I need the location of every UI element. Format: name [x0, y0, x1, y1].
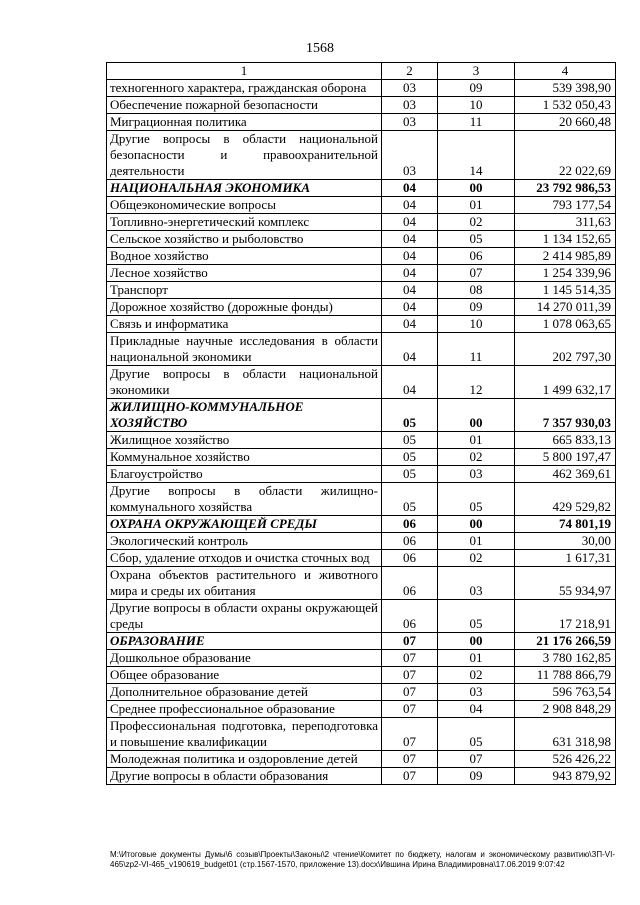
header-col-1: 1 [107, 63, 382, 80]
table-row [107, 567, 616, 600]
row-name-cell: Охрана объектов растительного и животного мира и среды их обитания [107, 567, 382, 600]
document-path-footer: M:\Итоговые документы Думы\6 созыв\Проекты\Законы\2 чтение\Комитет по бюджету, налогам и экономическому развитию\ЗП-VI-465\zp2-VI-465_v190619_budget01 (стр.1567-1570, приложение 13).docx\Ившина Ирина Владимировна\17.06.2019 9:07:42 [110, 850, 615, 869]
row-section-code-cell: 07 [382, 751, 438, 768]
row-section-code-cell: 07 [382, 633, 438, 650]
row-amount-cell: 14 270 011,39 [515, 299, 616, 316]
row-section-code-cell: 05 [382, 449, 438, 466]
row-subsection-code-cell: 04 [438, 701, 515, 718]
row-name-cell: Общеэкономические вопросы [107, 197, 382, 214]
row-amount-cell: 793 177,54 [515, 197, 616, 214]
row-section-code-cell: 04 [382, 214, 438, 231]
row-amount-cell: 462 369,61 [515, 466, 616, 483]
row-name-cell: Лесное хозяйство [107, 265, 382, 282]
row-section-code-cell: 06 [382, 600, 438, 633]
row-name-cell: Связь и информатика [107, 316, 382, 333]
row-name-cell: Дополнительное образование детей [107, 684, 382, 701]
row-section-code-cell: 03 [382, 97, 438, 114]
row-subsection-code-cell: 02 [438, 550, 515, 567]
table-row [107, 333, 616, 366]
table-row [107, 265, 616, 282]
row-subsection-code-cell: 05 [438, 483, 515, 516]
table-row [107, 550, 616, 567]
row-name-cell: Другие вопросы в области национальной экономики [107, 366, 382, 399]
row-subsection-code-cell: 11 [438, 114, 515, 131]
table-row [107, 718, 616, 751]
row-subsection-code-cell: 08 [438, 282, 515, 299]
row-name-cell: ОБРАЗОВАНИЕ [107, 633, 382, 650]
row-subsection-code-cell: 05 [438, 718, 515, 751]
table-header-row [107, 63, 616, 80]
row-section-code-cell: 04 [382, 299, 438, 316]
row-amount-cell: 539 398,90 [515, 80, 616, 97]
row-subsection-code-cell: 00 [438, 399, 515, 432]
row-section-code-cell: 05 [382, 483, 438, 516]
row-amount-cell: 1 134 152,65 [515, 231, 616, 248]
row-amount-cell: 23 792 986,53 [515, 180, 616, 197]
row-subsection-code-cell: 05 [438, 600, 515, 633]
table-row [107, 483, 616, 516]
row-section-code-cell: 03 [382, 131, 438, 180]
row-section-code-cell: 07 [382, 667, 438, 684]
section-row [107, 633, 616, 650]
row-amount-cell: 74 801,19 [515, 516, 616, 533]
row-name-cell: Жилищное хозяйство [107, 432, 382, 449]
row-amount-cell: 20 660,48 [515, 114, 616, 131]
row-amount-cell: 596 763,54 [515, 684, 616, 701]
table-row [107, 282, 616, 299]
table-row [107, 114, 616, 131]
row-amount-cell: 1 078 063,65 [515, 316, 616, 333]
row-section-code-cell: 05 [382, 432, 438, 449]
row-section-code-cell: 07 [382, 701, 438, 718]
row-subsection-code-cell: 07 [438, 751, 515, 768]
row-section-code-cell: 04 [382, 366, 438, 399]
row-name-cell: Среднее профессиональное образование [107, 701, 382, 718]
row-amount-cell: 943 879,92 [515, 768, 616, 785]
row-amount-cell: 21 176 266,59 [515, 633, 616, 650]
row-amount-cell: 22 022,69 [515, 131, 616, 180]
table-row [107, 80, 616, 97]
table-row [107, 600, 616, 633]
row-section-code-cell: 06 [382, 550, 438, 567]
row-name-cell: Другие вопросы в области жилищно-коммунального хозяйства [107, 483, 382, 516]
row-subsection-code-cell: 09 [438, 768, 515, 785]
row-section-code-cell: 04 [382, 231, 438, 248]
row-name-cell: Молодежная политика и оздоровление детей [107, 751, 382, 768]
row-section-code-cell: 03 [382, 80, 438, 97]
row-subsection-code-cell: 07 [438, 265, 515, 282]
row-name-cell: Другие вопросы в области образования [107, 768, 382, 785]
section-row [107, 180, 616, 197]
row-subsection-code-cell: 00 [438, 180, 515, 197]
budget-table [106, 62, 616, 785]
row-amount-cell: 631 318,98 [515, 718, 616, 751]
row-section-code-cell: 04 [382, 265, 438, 282]
row-subsection-code-cell: 09 [438, 299, 515, 316]
row-subsection-code-cell: 00 [438, 633, 515, 650]
row-amount-cell: 429 529,82 [515, 483, 616, 516]
row-amount-cell: 1 145 514,35 [515, 282, 616, 299]
row-name-cell: Благоустройство [107, 466, 382, 483]
row-name-cell: техногенного характера, гражданская оборона [107, 80, 382, 97]
row-section-code-cell: 03 [382, 114, 438, 131]
row-subsection-code-cell: 10 [438, 316, 515, 333]
table-row [107, 533, 616, 550]
table-row [107, 214, 616, 231]
row-subsection-code-cell: 12 [438, 366, 515, 399]
row-subsection-code-cell: 01 [438, 432, 515, 449]
table-row [107, 667, 616, 684]
page-number: 1568 [306, 41, 334, 56]
row-subsection-code-cell: 03 [438, 567, 515, 600]
row-subsection-code-cell: 01 [438, 197, 515, 214]
row-subsection-code-cell: 01 [438, 533, 515, 550]
row-amount-cell: 1 254 339,96 [515, 265, 616, 282]
table-row [107, 131, 616, 180]
row-name-cell: Дошкольное образование [107, 650, 382, 667]
row-name-cell: ОХРАНА ОКРУЖАЮЩЕЙ СРЕДЫ [107, 516, 382, 533]
row-name-cell: Водное хозяйство [107, 248, 382, 265]
row-section-code-cell: 04 [382, 180, 438, 197]
row-amount-cell: 1 499 632,17 [515, 366, 616, 399]
row-section-code-cell: 04 [382, 316, 438, 333]
row-name-cell: Прикладные научные исследования в области национальной экономики [107, 333, 382, 366]
row-subsection-code-cell: 02 [438, 214, 515, 231]
row-section-code-cell: 05 [382, 399, 438, 432]
table-row [107, 366, 616, 399]
row-section-code-cell: 07 [382, 684, 438, 701]
row-subsection-code-cell: 11 [438, 333, 515, 366]
row-section-code-cell: 07 [382, 718, 438, 751]
row-name-cell: Общее образование [107, 667, 382, 684]
table-row [107, 316, 616, 333]
row-subsection-code-cell: 02 [438, 667, 515, 684]
row-amount-cell: 11 788 866,79 [515, 667, 616, 684]
table-row [107, 751, 616, 768]
row-section-code-cell: 04 [382, 333, 438, 366]
row-section-code-cell: 04 [382, 282, 438, 299]
table-row [107, 650, 616, 667]
row-subsection-code-cell: 02 [438, 449, 515, 466]
row-subsection-code-cell: 09 [438, 80, 515, 97]
section-row [107, 399, 616, 432]
table-row [107, 684, 616, 701]
table-row [107, 432, 616, 449]
row-amount-cell: 1 532 050,43 [515, 97, 616, 114]
row-name-cell: Обеспечение пожарной безопасности [107, 97, 382, 114]
table-row [107, 466, 616, 483]
row-section-code-cell: 06 [382, 533, 438, 550]
row-section-code-cell: 06 [382, 516, 438, 533]
row-amount-cell: 55 934,97 [515, 567, 616, 600]
row-amount-cell: 30,00 [515, 533, 616, 550]
row-subsection-code-cell: 03 [438, 684, 515, 701]
header-col-2: 2 [382, 63, 438, 80]
row-amount-cell: 311,63 [515, 214, 616, 231]
row-subsection-code-cell: 01 [438, 650, 515, 667]
row-section-code-cell: 04 [382, 197, 438, 214]
row-name-cell: Коммунальное хозяйство [107, 449, 382, 466]
row-section-code-cell: 06 [382, 567, 438, 600]
row-amount-cell: 3 780 162,85 [515, 650, 616, 667]
table-row [107, 248, 616, 265]
row-name-cell: Другие вопросы в области национальной безопасности и правоохранительной деятельности [107, 131, 382, 180]
row-name-cell: Транспорт [107, 282, 382, 299]
row-name-cell: Дорожное хозяйство (дорожные фонды) [107, 299, 382, 316]
table-row [107, 449, 616, 466]
row-section-code-cell: 07 [382, 650, 438, 667]
row-name-cell: Сельское хозяйство и рыболовство [107, 231, 382, 248]
table-row [107, 701, 616, 718]
row-amount-cell: 2 414 985,89 [515, 248, 616, 265]
row-section-code-cell: 04 [382, 248, 438, 265]
row-name-cell: Экологический контроль [107, 533, 382, 550]
row-section-code-cell: 07 [382, 768, 438, 785]
row-amount-cell: 5 800 197,47 [515, 449, 616, 466]
table-row [107, 197, 616, 214]
row-amount-cell: 202 797,30 [515, 333, 616, 366]
table-row [107, 231, 616, 248]
table-row [107, 97, 616, 114]
header-col-4: 4 [515, 63, 616, 80]
row-amount-cell: 2 908 848,29 [515, 701, 616, 718]
row-name-cell: Сбор, удаление отходов и очистка сточных вод [107, 550, 382, 567]
table-row [107, 768, 616, 785]
row-name-cell: Топливно-энергетический комплекс [107, 214, 382, 231]
row-amount-cell: 1 617,31 [515, 550, 616, 567]
table-row [107, 299, 616, 316]
row-subsection-code-cell: 03 [438, 466, 515, 483]
row-amount-cell: 17 218,91 [515, 600, 616, 633]
row-name-cell: Профессиональная подготовка, переподготовка и повышение квалификации [107, 718, 382, 751]
row-subsection-code-cell: 05 [438, 231, 515, 248]
row-subsection-code-cell: 10 [438, 97, 515, 114]
row-subsection-code-cell: 06 [438, 248, 515, 265]
row-subsection-code-cell: 14 [438, 131, 515, 180]
row-subsection-code-cell: 00 [438, 516, 515, 533]
row-amount-cell: 7 357 930,03 [515, 399, 616, 432]
row-name-cell: НАЦИОНАЛЬНАЯ ЭКОНОМИКА [107, 180, 382, 197]
row-amount-cell: 665 833,13 [515, 432, 616, 449]
section-row [107, 516, 616, 533]
row-name-cell: Другие вопросы в области охраны окружающей среды [107, 600, 382, 633]
row-name-cell: ЖИЛИЩНО-КОММУНАЛЬНОЕ ХОЗЯЙСТВО [107, 399, 382, 432]
row-amount-cell: 526 426,22 [515, 751, 616, 768]
row-name-cell: Миграционная политика [107, 114, 382, 131]
header-col-3: 3 [438, 63, 515, 80]
row-section-code-cell: 05 [382, 466, 438, 483]
